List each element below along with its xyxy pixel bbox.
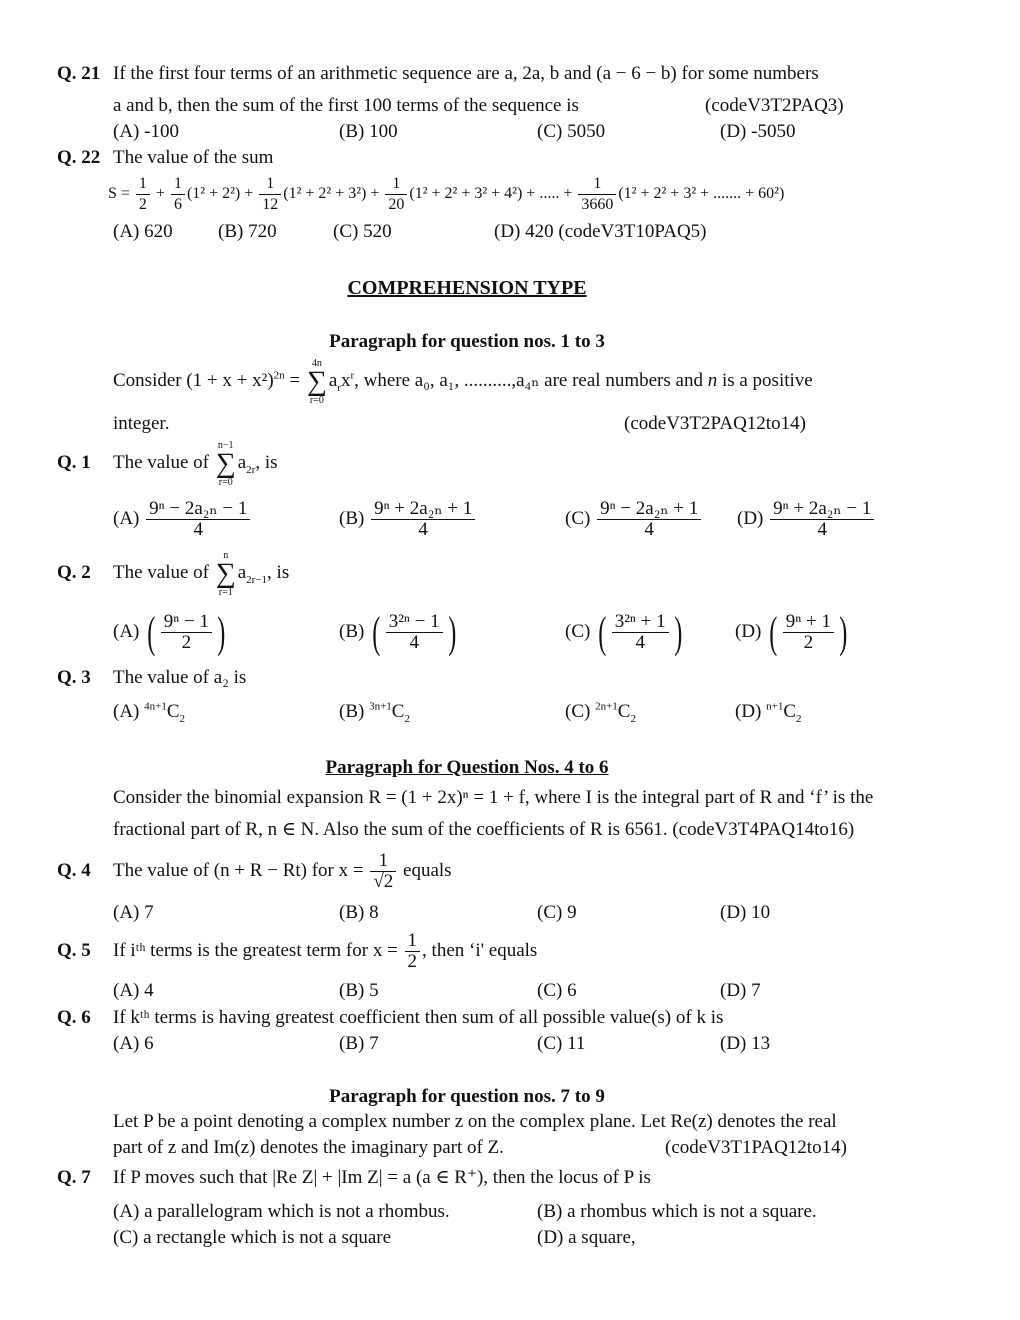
question-number: Q. 21 — [57, 63, 101, 84]
question-text: The value of the sum — [113, 147, 274, 168]
option-a: (A) ( $\frac{\text{9ⁿ − 1}}{2}$ ) — [113, 607, 226, 657]
question-number: Q. 1 — [57, 452, 91, 473]
sigma: n−1 ∑ r=0 — [215, 439, 236, 488]
equals: = — [284, 370, 305, 391]
option-d: (D) 420 (codeV3T10PAQ5) — [494, 221, 707, 242]
option-d: (D) 7 — [720, 980, 761, 1001]
question-text — [113, 847, 452, 895]
exponent: r — [350, 369, 355, 382]
paragraph-title: Paragraph for Question Nos. 4 to 6 — [325, 757, 609, 778]
sigma: 4n ∑ r=0 — [306, 357, 327, 406]
fraction: $\frac{1}{√2}$ — [370, 851, 396, 892]
expr-part: S = — [108, 185, 134, 202]
option-a: (A) a parallelogram which is not a rhombus. — [113, 1201, 450, 1222]
question-number: Q. 5 — [57, 940, 91, 961]
option-d: (D) ( $\frac{\text{9ⁿ + 1}}{2}$ ) — [735, 607, 848, 657]
question-number: Q. 2 — [57, 562, 91, 583]
option-d: (D) 10 — [720, 902, 771, 923]
text: , then ‘i' equals — [422, 940, 538, 961]
question-number: Q. 4 — [57, 860, 91, 881]
text: The value of (n + R − Rt) for x = — [113, 860, 364, 881]
option-c: (C) 6 — [537, 980, 577, 1001]
option-b: (B) ( $\frac{\text{3²ⁿ − 1}}{4}$ ) — [339, 607, 456, 657]
text: is a positive — [721, 370, 813, 391]
option-a: (A) 620 — [113, 221, 173, 242]
text: Consider — [113, 370, 182, 391]
text: , is — [267, 562, 290, 583]
question-text — [113, 927, 537, 975]
subscript: r — [337, 381, 341, 394]
paragraph-text: fractional part of R, n ∈ N. Also the sum of the coefficients of R is 6561. (codeV3T4PAQ14to16) — [113, 819, 855, 840]
fraction: $\frac{1}{6}$ — [171, 174, 185, 215]
question-text — [113, 436, 278, 490]
question-text: a and b, then the sum of the first 100 terms of the sequence is — [113, 95, 579, 116]
term: a — [328, 370, 338, 391]
option-c: (C) ( $\frac{\text{3²ⁿ + 1}}{4}$ ) — [565, 607, 682, 657]
paragraph-title: Paragraph for question nos. 1 to 3 — [329, 331, 605, 352]
fraction: $\frac{1}{2}$ — [136, 174, 150, 215]
option-c: (C) $^{2n+1}C_2$ — [565, 700, 636, 725]
question-text — [113, 546, 289, 600]
term: x — [340, 370, 351, 391]
option-b: (B) 100 — [339, 121, 398, 142]
paragraph-code: (codeV3T2PAQ12to14) — [624, 413, 806, 434]
option-b: (B) 5 — [339, 980, 379, 1001]
paragraph-text: part of z and Im(z) denotes the imaginary part of Z. — [113, 1137, 504, 1158]
section-title: COMPREHENSION TYPE — [347, 277, 587, 299]
question-number: Q. 22 — [57, 147, 101, 168]
variable: n — [707, 370, 718, 391]
question-number: Q. 6 — [57, 1007, 91, 1028]
subscript: 2r — [246, 463, 256, 476]
option-d: (D) a square, — [537, 1227, 636, 1248]
option-d: (D) 13 — [720, 1033, 771, 1054]
text: equals — [403, 860, 452, 881]
option-a: (A) -100 — [113, 121, 179, 142]
text: , where a₀, a₁, ..........,a₄ₙ are real numbers and — [354, 370, 703, 391]
option-a: (A) $^{4n+1}C_2$ — [113, 700, 186, 725]
exponent: 2n — [273, 369, 285, 382]
option-d: (D) $\frac{\text{9ⁿ + 2a₂ₙ − 1}}{4}$ — [737, 497, 876, 541]
fraction: $\frac{1}{12}$ — [259, 174, 281, 215]
option-b: (B) 7 — [339, 1033, 379, 1054]
option-c: (C) 11 — [537, 1033, 586, 1054]
question-text: The value of a₂ is — [113, 667, 247, 688]
question-text: If P moves such that |Re Z| + |Im Z| = a (a ∈ R⁺), then the locus of P is — [113, 1167, 651, 1188]
option-c: (C) 5050 — [537, 121, 606, 142]
option-b: (B) $\frac{\text{9ⁿ + 2a₂ₙ + 1}}{4}$ — [339, 497, 477, 541]
fraction: $\frac{1}{2}$ — [405, 931, 421, 972]
paragraph-text: Let P be a point denoting a complex number z on the complex plane. Let Re(z) denotes the real — [113, 1111, 837, 1132]
option-a: (A) 7 — [113, 902, 154, 923]
question-number: Q. 3 — [57, 667, 91, 688]
term: a — [237, 562, 247, 583]
question-text: If the first four terms of an arithmetic sequence are a, 2a, b and (a − 6 − b) for some numbers — [113, 63, 819, 84]
fraction: $\frac{1}{20}$ — [385, 174, 407, 215]
option-c: (C) 9 — [537, 902, 577, 923]
paragraph-text: Consider the binomial expansion R = (1 + 2x)ⁿ = 1 + f, where I is the integral part of R and ‘f’ is the — [113, 787, 874, 808]
paragraph-title: Paragraph for question nos. 7 to 9 — [329, 1086, 605, 1107]
option-a: (A) 6 — [113, 1033, 154, 1054]
option-c: (C) 520 — [333, 221, 392, 242]
paragraph-text — [113, 357, 813, 406]
subscript: 2r−1 — [246, 573, 268, 586]
fraction: $\frac{1}{3660}$ — [578, 174, 616, 215]
expr-part: (1² + 2²) + — [186, 185, 258, 202]
question-number: Q. 7 — [57, 1167, 91, 1188]
text: , is — [255, 452, 278, 473]
option-b: (B) a rhombus which is not a square. — [537, 1201, 817, 1222]
expression: (1 + x + x²) — [186, 370, 274, 391]
paragraph-code: (codeV3T1PAQ12to14) — [665, 1137, 847, 1158]
option-d: (D) -5050 — [720, 121, 796, 142]
option-b: (B) 720 — [218, 221, 277, 242]
option-b: (B) $^{3n+1}C_2$ — [339, 700, 410, 725]
option-b: (B) 8 — [339, 902, 379, 923]
expr-part: (1² + 2² + 3²) + — [283, 185, 384, 202]
expr-part: (1² + 2² + 3² + 4²) + ..... + — [409, 185, 577, 202]
expr-part: (1² + 2² + 3² + ....... + 60²) — [618, 185, 785, 202]
paragraph-text: integer. — [113, 413, 170, 434]
option-a: (A) $\frac{\text{9ⁿ − 2a₂ₙ − 1}}{4}$ — [113, 497, 252, 541]
sigma: n ∑ r=1 — [215, 549, 236, 598]
text: The value of — [113, 562, 210, 583]
sum-expression: S = $\frac{1}{2}$ + $\frac{1}{6}$ (1² + 2²) + $\frac{1}{12}$ (1² + 2² + 3²) + $\frac{1}{20}$ (1² + 2² + 3² + 4²) + ..... + $\frac{1}{3660}$ (1² + 2² + 3² + ....... + 60²) — [108, 174, 785, 213]
option-d: (D) $^{n+1}C_2$ — [735, 700, 802, 725]
question-code: (codeV3T2PAQ3) — [705, 95, 844, 116]
option-c: (C) a rectangle which is not a square — [113, 1227, 392, 1248]
question-text: If kᵗʰ terms is having greatest coefficient then sum of all possible value(s) of k is — [113, 1007, 724, 1028]
option-a: (A) 4 — [113, 980, 154, 1001]
text: If iᵗʰ terms is the greatest term for x = — [113, 940, 398, 961]
text: The value of — [113, 452, 210, 473]
option-c: (C) $\frac{\text{9ⁿ − 2a₂ₙ + 1}}{4}$ — [565, 497, 703, 541]
term: a — [237, 452, 247, 473]
